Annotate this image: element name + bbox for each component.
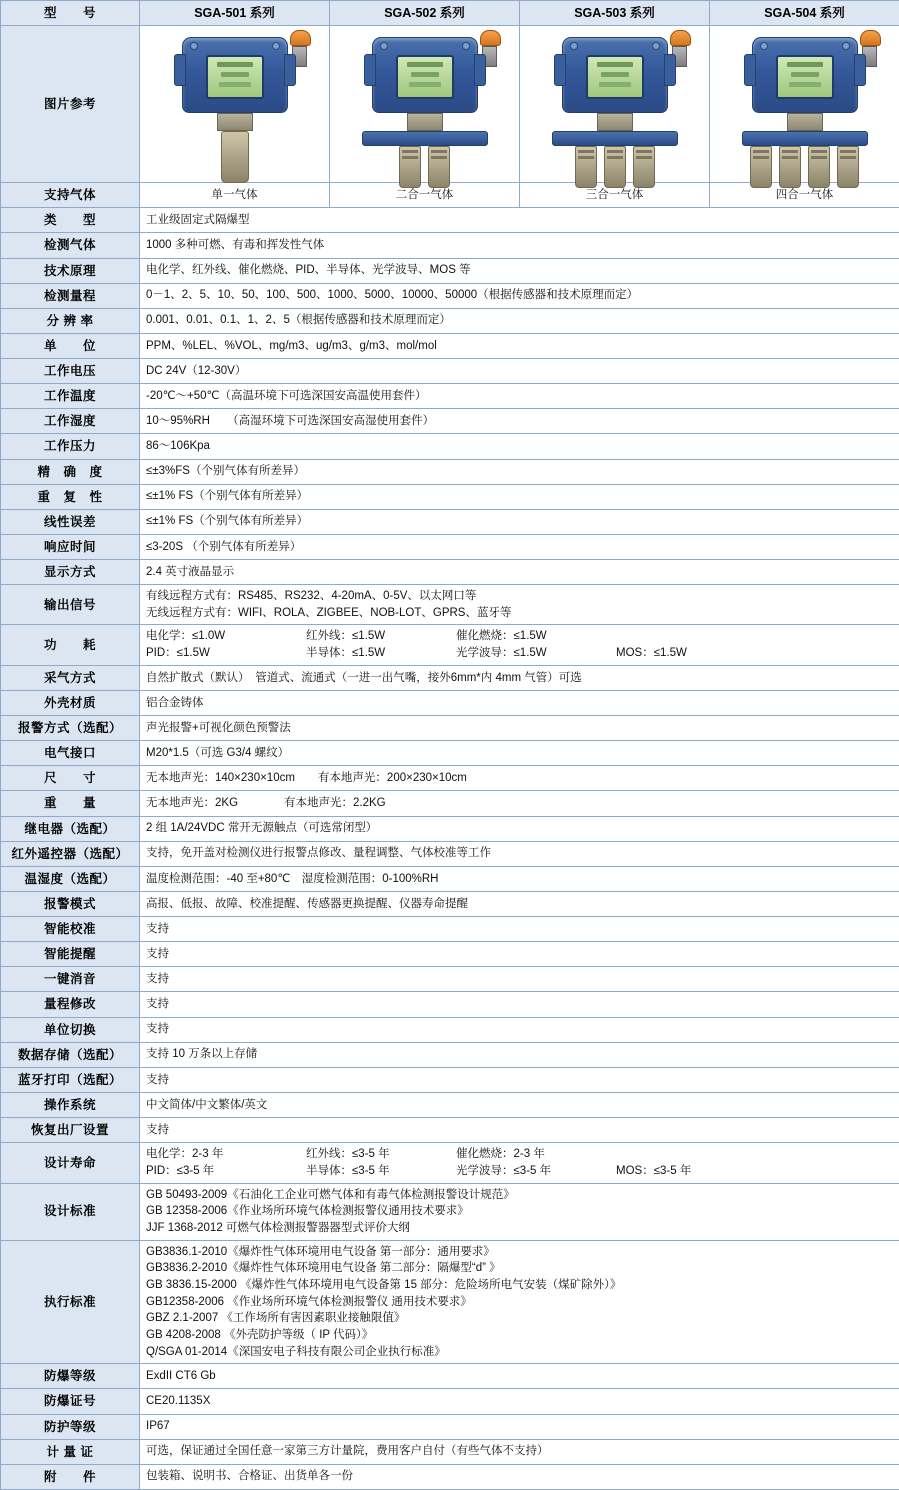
row-value: DC 24V（12-30V） [140,359,899,384]
row-label: 报警模式 [1,891,140,916]
row-label: 蓝牙打印（选配） [1,1067,140,1092]
power-item: 催化燃烧：≤1.5W [456,628,616,645]
row-value: ExdII CT6 Gb [140,1364,899,1389]
row-label: 数据存储（选配） [1,1042,140,1067]
row-value: 中文简体/中文繁体/英文 [140,1092,899,1117]
table-row [1,258,899,283]
sensor-probe-icon [221,131,249,183]
product-image-4 [710,26,899,183]
power-item: 电化学：≤1.0W [146,628,306,645]
row-label: 报警方式（选配） [1,716,140,741]
detector-housing-icon [562,37,668,113]
row-value: 2.4 英寸液晶显示 [140,560,899,585]
design-life-item: 催化燃烧：2-3 年 [456,1146,616,1163]
table-row [1,841,899,866]
table-row [1,1017,899,1042]
table-row [1,891,899,916]
table-row [1,1118,899,1143]
display-screen-icon [586,55,644,99]
row-label: 操作系统 [1,1092,140,1117]
row-label: 重 复 性 [1,484,140,509]
sensor-group-icon [552,146,678,188]
table-row [1,917,899,942]
execution-standard-line: GB3836.2-2010《爆炸性气体环境用电气设备 第二部分：隔爆型“d” 》 [146,1260,893,1277]
alarm-beacon-icon [670,30,689,64]
row-label: 重 量 [1,791,140,816]
row-value: ≤±3%FS（个别气体有所差异） [140,459,899,484]
row-value: 支持 [140,1017,899,1042]
table-row [1,434,899,459]
table-row [1,791,899,816]
table-row [1,534,899,559]
neck-icon [407,113,443,131]
row-value: ≤±1% FS（个别气体有所差异） [140,484,899,509]
row-label: 工作温度 [1,384,140,409]
design-standard-line: GB 12358-2006《作业场所环境气体检测报警仪通用技术要求》 [146,1203,893,1220]
row-value: 无本地声光：140×230×10cm 有本地声光：200×230×10cm [140,766,899,791]
table-row [1,866,899,891]
row-label: 精 确 度 [1,459,140,484]
manifold-icon [742,131,868,146]
manifold-icon [552,131,678,146]
row-value: IP67 [140,1414,899,1439]
table-row [1,992,899,1017]
row-label: 外壳材质 [1,690,140,715]
row-value-power [140,625,899,665]
row-value: 无本地声光：2KG 有本地声光：2.2KG [140,791,899,816]
row-label: 智能提醒 [1,942,140,967]
detector-housing-icon [752,37,858,113]
supported-gas-1: 单一气体 [140,183,330,208]
table-row-execution-standard [1,1240,899,1364]
table-row [1,1439,899,1464]
product-image-2 [330,26,520,183]
row-label: 响应时间 [1,534,140,559]
row-value: 10～95%RH （高湿环境下可选深国安高湿使用套件） [140,409,899,434]
row-value: PPM、%LEL、%VOL、mg/m3、ug/m3、g/m3、mol/mol [140,333,899,358]
row-label: 采气方式 [1,665,140,690]
supported-gas-2: 二合一气体 [330,183,520,208]
row-value: ≤3-20S （个别气体有所差异） [140,534,899,559]
row-value: 声光报警+可视化颜色预警法 [140,716,899,741]
table-row-model [1,1,899,26]
bolt-icons [373,42,477,50]
row-label: 计 量 证 [1,1439,140,1464]
row-label-design-life: 设计寿命 [1,1143,140,1183]
row-value: 包装箱、说明书、合格证、出货单各一份 [140,1464,899,1489]
sensor-probe-icon [428,146,450,188]
row-label: 继电器（选配） [1,816,140,841]
sensor-probe-icon [575,146,597,188]
display-screen-icon [206,55,264,99]
row-label: 显示方式 [1,560,140,585]
execution-standard-line: GB3836.1-2010《爆炸性气体环境用电气设备 第一部分：通用要求》 [146,1244,893,1261]
design-life-item: 光学波导：≤3-5 年 [456,1163,616,1180]
sensor-group-icon [362,146,488,188]
neck-icon [787,113,823,131]
model-header-4: SGA-504 系列 [710,1,899,26]
power-item: 红外线：≤1.5W [306,628,456,645]
row-label: 一键消音 [1,967,140,992]
table-row [1,665,899,690]
design-life-item: 红外线：≤3-5 年 [306,1146,456,1163]
detector-housing-icon [182,37,288,113]
model-header-1: SGA-501 系列 [140,1,330,26]
row-value [140,585,899,625]
power-item: 半导体：≤1.5W [306,645,456,662]
row-value: -20℃～+50℃（高温环境下可选深国安高温使用套件） [140,384,899,409]
design-life-item: 半导体：≤3-5 年 [306,1163,456,1180]
row-label: 智能校准 [1,917,140,942]
row-value: 工业级固定式隔爆型 [140,208,899,233]
table-row [1,1067,899,1092]
power-item: MOS：≤1.5W [616,645,687,662]
table-row [1,1092,899,1117]
table-row-output-signal [1,585,899,625]
neck-icon [597,113,633,131]
table-row [1,690,899,715]
manifold-icon [362,131,488,146]
row-value: 支持 [140,1067,899,1092]
row-value: 高报、低报、故障、校准提醒、传感器更换提醒、仪器寿命提醒 [140,891,899,916]
row-value: 铝合金铸体 [140,690,899,715]
design-life-item: 电化学：2-3 年 [146,1146,306,1163]
row-value: 支持 [140,992,899,1017]
row-value: 支持，免开盖对检测仪进行报警点修改、量程调整、气体校准等工作 [140,841,899,866]
design-standard-line: GB 50493-2009《石油化工企业可燃气体和有毒气体检测报警设计规范》 [146,1187,893,1204]
power-item: PID：≤1.5W [146,645,306,662]
table-row [1,233,899,258]
table-row-images [1,26,899,183]
row-label-image: 图片参考 [1,26,140,183]
row-value: 支持 10 万条以上存储 [140,1042,899,1067]
table-row [1,560,899,585]
sensor-probe-icon [750,146,772,188]
row-label: 单 位 [1,333,140,358]
detector-housing-icon [372,37,478,113]
neck-icon [217,113,253,131]
model-header-2: SGA-502 系列 [330,1,520,26]
row-label: 类 型 [1,208,140,233]
row-label: 防爆等级 [1,1364,140,1389]
table-row [1,942,899,967]
row-label: 附 件 [1,1464,140,1489]
power-line-1 [146,628,893,645]
row-value: ≤±1% FS（个别气体有所差异） [140,509,899,534]
table-row [1,409,899,434]
table-row-power [1,625,899,665]
row-label-supported-gas: 支持气体 [1,183,140,208]
table-row [1,766,899,791]
display-screen-icon [396,55,454,99]
alarm-beacon-icon [860,30,879,64]
row-value: 支持 [140,917,899,942]
row-value: 86～106Kpa [140,434,899,459]
row-label: 工作电压 [1,359,140,384]
row-value: 自然扩散式（默认） 管道式、流通式（一进一出气嘴，接外6mm*内 4mm 气管）可选 [140,665,899,690]
row-value: 温度检测范围：-40 至+80℃ 湿度检测范围：0-100%RH [140,866,899,891]
design-life-line-1 [146,1146,893,1163]
power-item: 光学波导：≤1.5W [456,645,616,662]
row-value: 2 组 1A/24VDC 常开无源触点（可选常闭型） [140,816,899,841]
execution-standard-line: GB 4208-2008 《外壳防护等级（ IP 代码）》 [146,1327,893,1344]
table-row [1,359,899,384]
row-label: 温湿度（选配） [1,866,140,891]
sensor-probe-icon [837,146,859,188]
row-label: 电气接口 [1,741,140,766]
sensor-probe-icon [633,146,655,188]
design-standard-line: JJF 1368-2012 可燃气体检测报警器器型式评价大纲 [146,1220,893,1237]
sensor-probe-icon [779,146,801,188]
design-life-item: PID：≤3-5 年 [146,1163,306,1180]
row-label-model: 型 号 [1,1,140,26]
model-header-3: SGA-503 系列 [520,1,710,26]
row-label: 检测气体 [1,233,140,258]
row-value: 支持 [140,967,899,992]
row-value: 1000 多种可燃、有毒和挥发性气体 [140,233,899,258]
row-label: 工作压力 [1,434,140,459]
row-value-execution-standard [140,1240,899,1364]
execution-standard-line: GBZ 2.1-2007 《工作场所有害因素职业接触限值》 [146,1310,893,1327]
table-row [1,509,899,534]
table-row [1,716,899,741]
row-value: 电化学、红外线、催化燃烧、PID、半导体、光学波导、MOS 等 [140,258,899,283]
table-row-design-standard [1,1183,899,1240]
row-value: 可选，保证通过全国任意一家第三方计量院，费用客户自付（有些气体不支持） [140,1439,899,1464]
row-label-power: 功 耗 [1,625,140,665]
table-row [1,333,899,358]
table-row [1,484,899,509]
table-row [1,1389,899,1414]
supported-gas-4: 四合一气体 [710,183,899,208]
device-illustration-triple [526,31,703,177]
device-illustration-quad [716,31,893,177]
bolt-icons [563,42,667,50]
row-value: 支持 [140,942,899,967]
table-row [1,459,899,484]
output-wireless: 无线远程方式有：WIFI、ROLA、ZIGBEE、NOB-LOT、GPRS、蓝牙等 [146,605,893,622]
row-label: 单位切换 [1,1017,140,1042]
row-label: 技术原理 [1,258,140,283]
row-label-design-standard: 设计标准 [1,1183,140,1240]
table-row [1,1414,899,1439]
output-wired: 有线远程方式有：RS485、RS232、4-20mA、0-5V、以太网口等 [146,588,893,605]
table-row [1,1042,899,1067]
row-label: 防爆证号 [1,1389,140,1414]
row-label: 输出信号 [1,585,140,625]
display-screen-icon [776,55,834,99]
row-value: 0－1、2、5、10、50、100、500、1000、5000、10000、50000（根据传感器和技术原理而定） [140,283,899,308]
design-life-item: MOS：≤3-5 年 [616,1163,691,1180]
table-row [1,967,899,992]
table-row [1,1364,899,1389]
row-label: 恢复出厂设置 [1,1118,140,1143]
row-label: 防护等级 [1,1414,140,1439]
row-label: 量程修改 [1,992,140,1017]
table-row [1,308,899,333]
bolt-icons [183,42,287,50]
execution-standard-line: GB12358-2006 《作业场所环境气体检测报警仪 通用技术要求》 [146,1294,893,1311]
row-value: 0.001、0.01、0.1、1、2、5（根据传感器和技术原理而定） [140,308,899,333]
power-line-2 [146,645,893,662]
table-row [1,1464,899,1489]
supported-gas-3: 三合一气体 [520,183,710,208]
alarm-beacon-icon [480,30,499,64]
row-value: M20*1.5（可选 G3/4 螺纹） [140,741,899,766]
sensor-group-icon [742,146,868,188]
table-row [1,816,899,841]
row-label: 检测量程 [1,283,140,308]
table-row [1,741,899,766]
table-row [1,384,899,409]
sensor-probe-icon [604,146,626,188]
device-illustration-dual [336,31,513,177]
execution-standard-line: GB 3836.15-2000 《爆炸性气体环境用电气设备第 15 部分：危险场所电气安装（煤矿除外）》 [146,1277,893,1294]
sensor-probe-icon [399,146,421,188]
table-row [1,283,899,308]
sensor-probe-icon [808,146,830,188]
execution-standard-line: Q/SGA 01-2014《深国安电子科技有限公司企业执行标准》 [146,1344,893,1361]
design-life-line-2 [146,1163,893,1180]
bolt-icons [753,42,857,50]
row-label: 尺 寸 [1,766,140,791]
alarm-beacon-icon [290,30,309,64]
row-label: 分 辨 率 [1,308,140,333]
row-value: CE20.1135X [140,1389,899,1414]
row-label: 线性误差 [1,509,140,534]
row-label-execution-standard: 执行标准 [1,1240,140,1364]
row-label: 工作湿度 [1,409,140,434]
device-illustration-single [146,31,323,177]
row-value: 支持 [140,1118,899,1143]
row-label: 红外遥控器（选配） [1,841,140,866]
row-value-design-standard [140,1183,899,1240]
table-row [1,208,899,233]
table-row-design-life [1,1143,899,1183]
row-value-design-life [140,1143,899,1183]
product-image-1 [140,26,330,183]
product-image-3 [520,26,710,183]
